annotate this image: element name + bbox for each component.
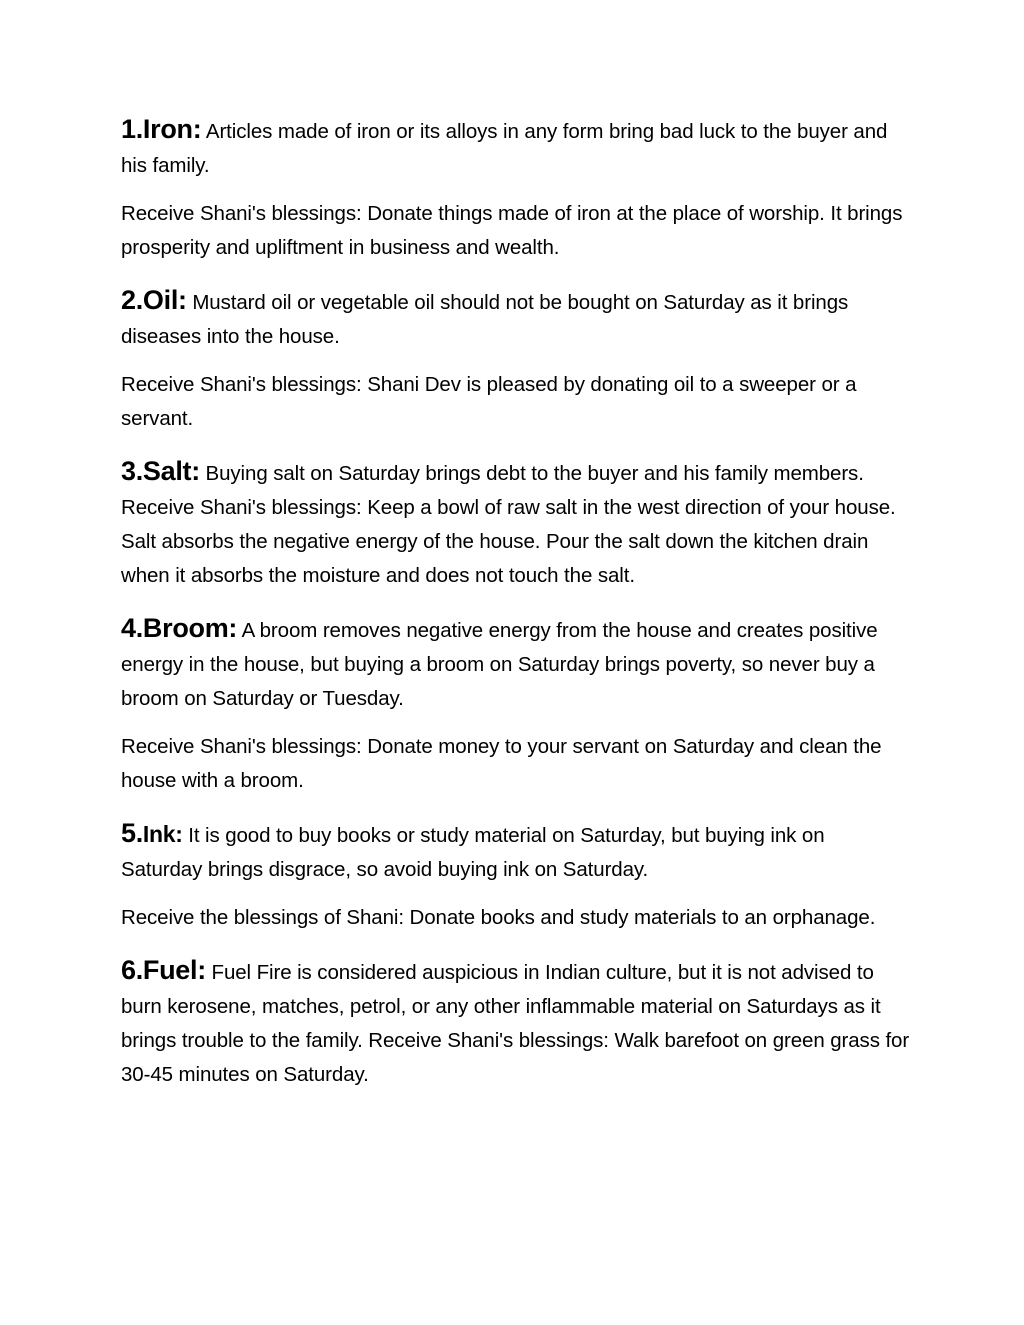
item-text: Mustard oil or vegetable oil should not be bought on Saturday as it brings diseases into the house. [121, 291, 849, 348]
item-text: A broom removes negative energy from the house and creates positive energy in the house, but buying a broom on Saturday brings poverty, so never buy a broom on Saturday or Tuesday. [121, 619, 878, 710]
item-iron [121, 112, 911, 183]
item-text: It is good to buy books or study material on Saturday, but buying ink on Saturday brings disgrace, so avoid buying ink on Saturday. [121, 824, 825, 881]
item-heading-number: 5. [121, 818, 143, 848]
item-heading: 3.Salt: [121, 456, 200, 486]
item-blessing: Receive Shani's blessings: Shani Dev is pleased by donating oil to a sweeper or a servant. [121, 373, 857, 430]
item-ink [121, 816, 911, 887]
item-fuel [121, 953, 911, 1092]
item-heading: 2.Oil: [121, 285, 187, 315]
item-salt [121, 454, 911, 593]
item-heading: 4.Broom: [121, 613, 238, 643]
item-text: Buying salt on Saturday brings debt to the buyer and his family members. Receive Shani's blessings: Keep a bowl of raw salt in the west direction of your house. Salt absorbs the negative energy of the house. Pour the salt down the kitchen drain when it absorbs the moisture and does not touch the salt. [121, 462, 896, 587]
item-blessing: Receive Shani's blessings: Donate things made of iron at the place of worship. It brings prosperity and upliftment in business and wealth. [121, 202, 903, 259]
item-broom [121, 611, 911, 716]
item-blessing: Receive the blessings of Shani: Donate books and study materials to an orphanage. [121, 906, 876, 929]
item-heading: 6.Fuel: [121, 955, 206, 985]
item-blessing: Receive Shani's blessings: Donate money to your servant on Saturday and clean the house with a broom. [121, 735, 882, 792]
item-heading: 1.Iron: [121, 114, 202, 144]
item-text: Articles made of iron or its alloys in any form bring bad luck to the buyer and his family. [121, 120, 888, 177]
item-oil [121, 283, 911, 354]
document-page [121, 112, 911, 1092]
item-heading-word: Ink: [142, 821, 183, 847]
item-text: Fuel Fire is considered auspicious in Indian culture, but it is not advised to burn kerosene, matches, petrol, or any other inflammable material on Saturdays as it brings trouble to the family. Receive Shani's blessings: Walk barefoot on green grass for 30-45 minutes on Saturday. [121, 961, 910, 1086]
